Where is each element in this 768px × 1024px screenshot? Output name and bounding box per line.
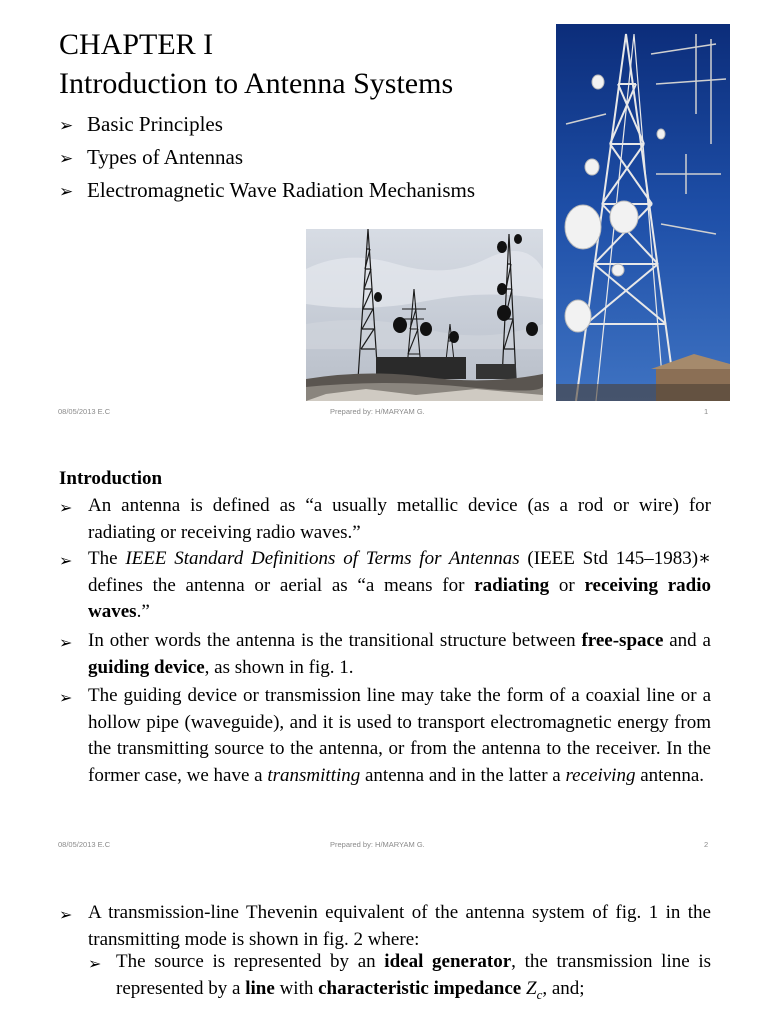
footer-author: Prepared by: H/MARYAM G. xyxy=(330,840,425,849)
arrow-bullet-icon: ➢ xyxy=(59,551,73,570)
paragraph-thevenin xyxy=(59,900,711,953)
arrow-bullet-icon: ➢ xyxy=(59,149,74,169)
bullet-item xyxy=(59,144,243,172)
footer-page-number: 1 xyxy=(704,407,709,416)
arrow-bullet-icon: ➢ xyxy=(59,498,73,517)
bullet-item xyxy=(59,111,223,139)
chapter-title: Introduction to Antenna Systems xyxy=(59,67,454,100)
sub-bullet-source xyxy=(88,949,711,1008)
arrow-bullet-icon: ➢ xyxy=(59,633,73,652)
impedance-subscript: c xyxy=(536,986,543,1002)
arrow-bullet-icon: ➢ xyxy=(88,954,102,973)
slide-1 xyxy=(0,0,768,430)
paragraph-text: An antenna is defined as “a usually metallic device (as a rod or wire) for radiating or receiving radio waves.” xyxy=(88,495,711,543)
paragraph-guiding-device xyxy=(59,683,711,789)
footer-page-number: 2 xyxy=(704,840,709,849)
paragraph-text: In other words the antenna is the transitional structure between free-space and a guiding device, as shown in fig. 1. xyxy=(88,630,711,678)
paragraph-definition xyxy=(59,493,711,546)
paragraph-ieee xyxy=(59,546,711,626)
footer-date: 08/05/2013 E.C xyxy=(58,840,111,849)
paragraph-text: A transmission-line Thevenin equivalent of the antenna system of fig. 1 in the transmitting mode is shown in fig. 2 where: xyxy=(88,902,711,950)
arrow-bullet-icon: ➢ xyxy=(59,688,73,707)
arrow-bullet-icon: ➢ xyxy=(59,905,73,924)
bullet-text: Types of Antennas xyxy=(87,145,244,169)
communication-tower-photo xyxy=(556,24,730,401)
paragraph-transitional xyxy=(59,628,711,681)
antenna-towers-photo xyxy=(306,229,543,401)
bullet-text: Electromagnetic Wave Radiation Mechanisms xyxy=(87,178,476,202)
paragraph-text: The source is represented by an ideal generator, the transmission line is represented by a line with characteristic impedance $Z_c$, and; xyxy=(116,951,712,1002)
paragraph-text: The guiding device or transmission line may take the form of a coaxial line or a hollow pipe (waveguide), and it is used to transport electromagnetic energy from the transmitting source to the antenna, or from the antenna to the receiver. In the former case, we have a transmitting antenna and in the latter a receiving antenna. xyxy=(88,685,711,786)
footer-date: 08/05/2013 E.C xyxy=(58,407,111,416)
impedance-symbol: Z xyxy=(525,977,537,999)
section-heading: Introduction xyxy=(59,468,163,489)
arrow-bullet-icon: ➢ xyxy=(59,182,74,202)
chapter-label: CHAPTER I xyxy=(59,28,214,61)
paragraph-text: The IEEE Standard Definitions of Terms for Antennas (IEEE Std 145–1983)∗ defines the antenna or aerial as “a means for radiating or receiving radio waves.” xyxy=(88,548,712,622)
footer-author: Prepared by: H/MARYAM G. xyxy=(330,407,425,416)
bullet-text: Basic Principles xyxy=(87,112,223,136)
bullet-item xyxy=(59,177,475,205)
arrow-bullet-icon: ➢ xyxy=(59,116,74,136)
